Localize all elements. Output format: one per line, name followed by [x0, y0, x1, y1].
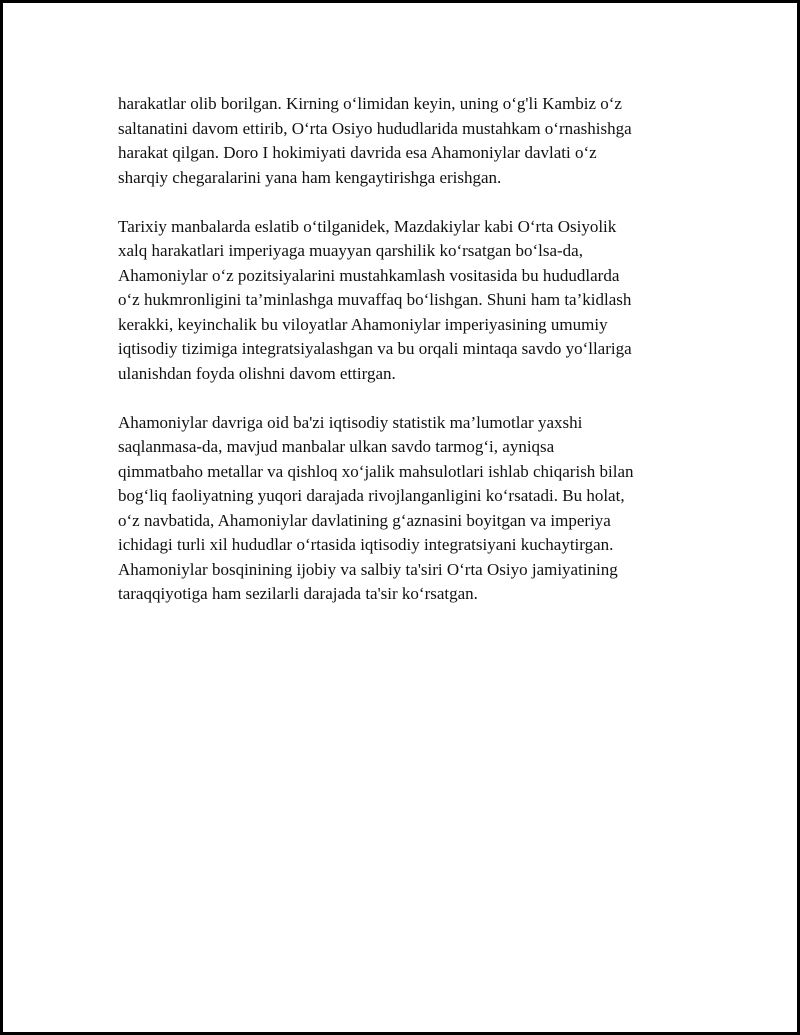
paragraph-line: ulanishdan foyda olishni davom ettirgan. — [118, 363, 396, 383]
paragraph-line: sharqiy chegaralarini yana ham kengaytirishga erishgan. — [118, 167, 502, 187]
paragraph-1 — [118, 92, 693, 190]
paragraph-line: kerakki, keyinchalik bu viloyatlar Ahamoniylar imperiyasining umumiy — [118, 314, 608, 334]
paragraph-line: harakatlar olib borilgan. Kirning o‘limidan keyin, uning o‘g'li Kambiz o‘z — [118, 94, 622, 113]
paragraph-3 — [118, 411, 693, 607]
paragraph-line: Tarixiy manbalarda eslatib o‘tilganidek, Mazdakiylar kabi O‘rta Osiyolik — [118, 216, 617, 236]
paragraph-line: o‘z hukmronligini ta’minlashga muvaffaq bo‘lishgan. Shuni ham ta’kidlash — [118, 290, 632, 309]
paragraph-line: o‘z navbatida, Ahamoniylar davlatining g‘aznasini boyitgan va imperiya — [118, 510, 611, 530]
paragraph-line: Ahamoniylar bosqinining ijobiy va salbiy ta'siri O‘rta Osiyo jamiyatining — [118, 559, 618, 579]
paragraph-2 — [118, 215, 693, 387]
paragraph-line: Ahamoniylar o‘z pozitsiyalarini mustahkamlash vositasida bu hududlarda — [118, 265, 620, 285]
paragraph-line: xalq harakatlari imperiyaga muayyan qarshilik ko‘rsatgan bo‘lsa-da, — [118, 241, 583, 260]
paragraph-line: saqlanmasa-da, mavjud manbalar ulkan savdo tarmog‘i, ayniqsa — [118, 437, 555, 456]
paragraph-line: harakat qilgan. Doro I hokimiyati davrida esa Ahamoniylar davlati o‘z — [118, 143, 597, 162]
paragraph-line: taraqqiyotiga ham sezilarli darajada ta'sir ko‘rsatgan. — [118, 584, 478, 603]
paragraph-line: saltanatini davom ettirib, O‘rta Osiyo hududlarida mustahkam o‘rnashishga — [118, 118, 632, 138]
paragraph-line: iqtisodiy tizimiga integratsiyalashgan va bu orqali mintaqa savdo yo‘llariga — [118, 339, 632, 358]
paragraph-line: qimmatbaho metallar va qishloq xo‘jalik mahsulotlari ishlab chiqarish bilan — [118, 461, 634, 481]
paragraph-line: Ahamoniylar davriga oid ba'zi iqtisodiy statistik ma’lumotlar yaxshi — [118, 412, 583, 432]
document-body — [118, 92, 693, 631]
paragraph-line: bog‘liq faoliyatning yuqori darajada rivojlanganligini ko‘rsatadi. Bu holat, — [118, 486, 625, 505]
paragraph-line: ichidagi turli xil hududlar o‘rtasida iqtisodiy integratsiyani kuchaytirgan. — [118, 535, 614, 554]
